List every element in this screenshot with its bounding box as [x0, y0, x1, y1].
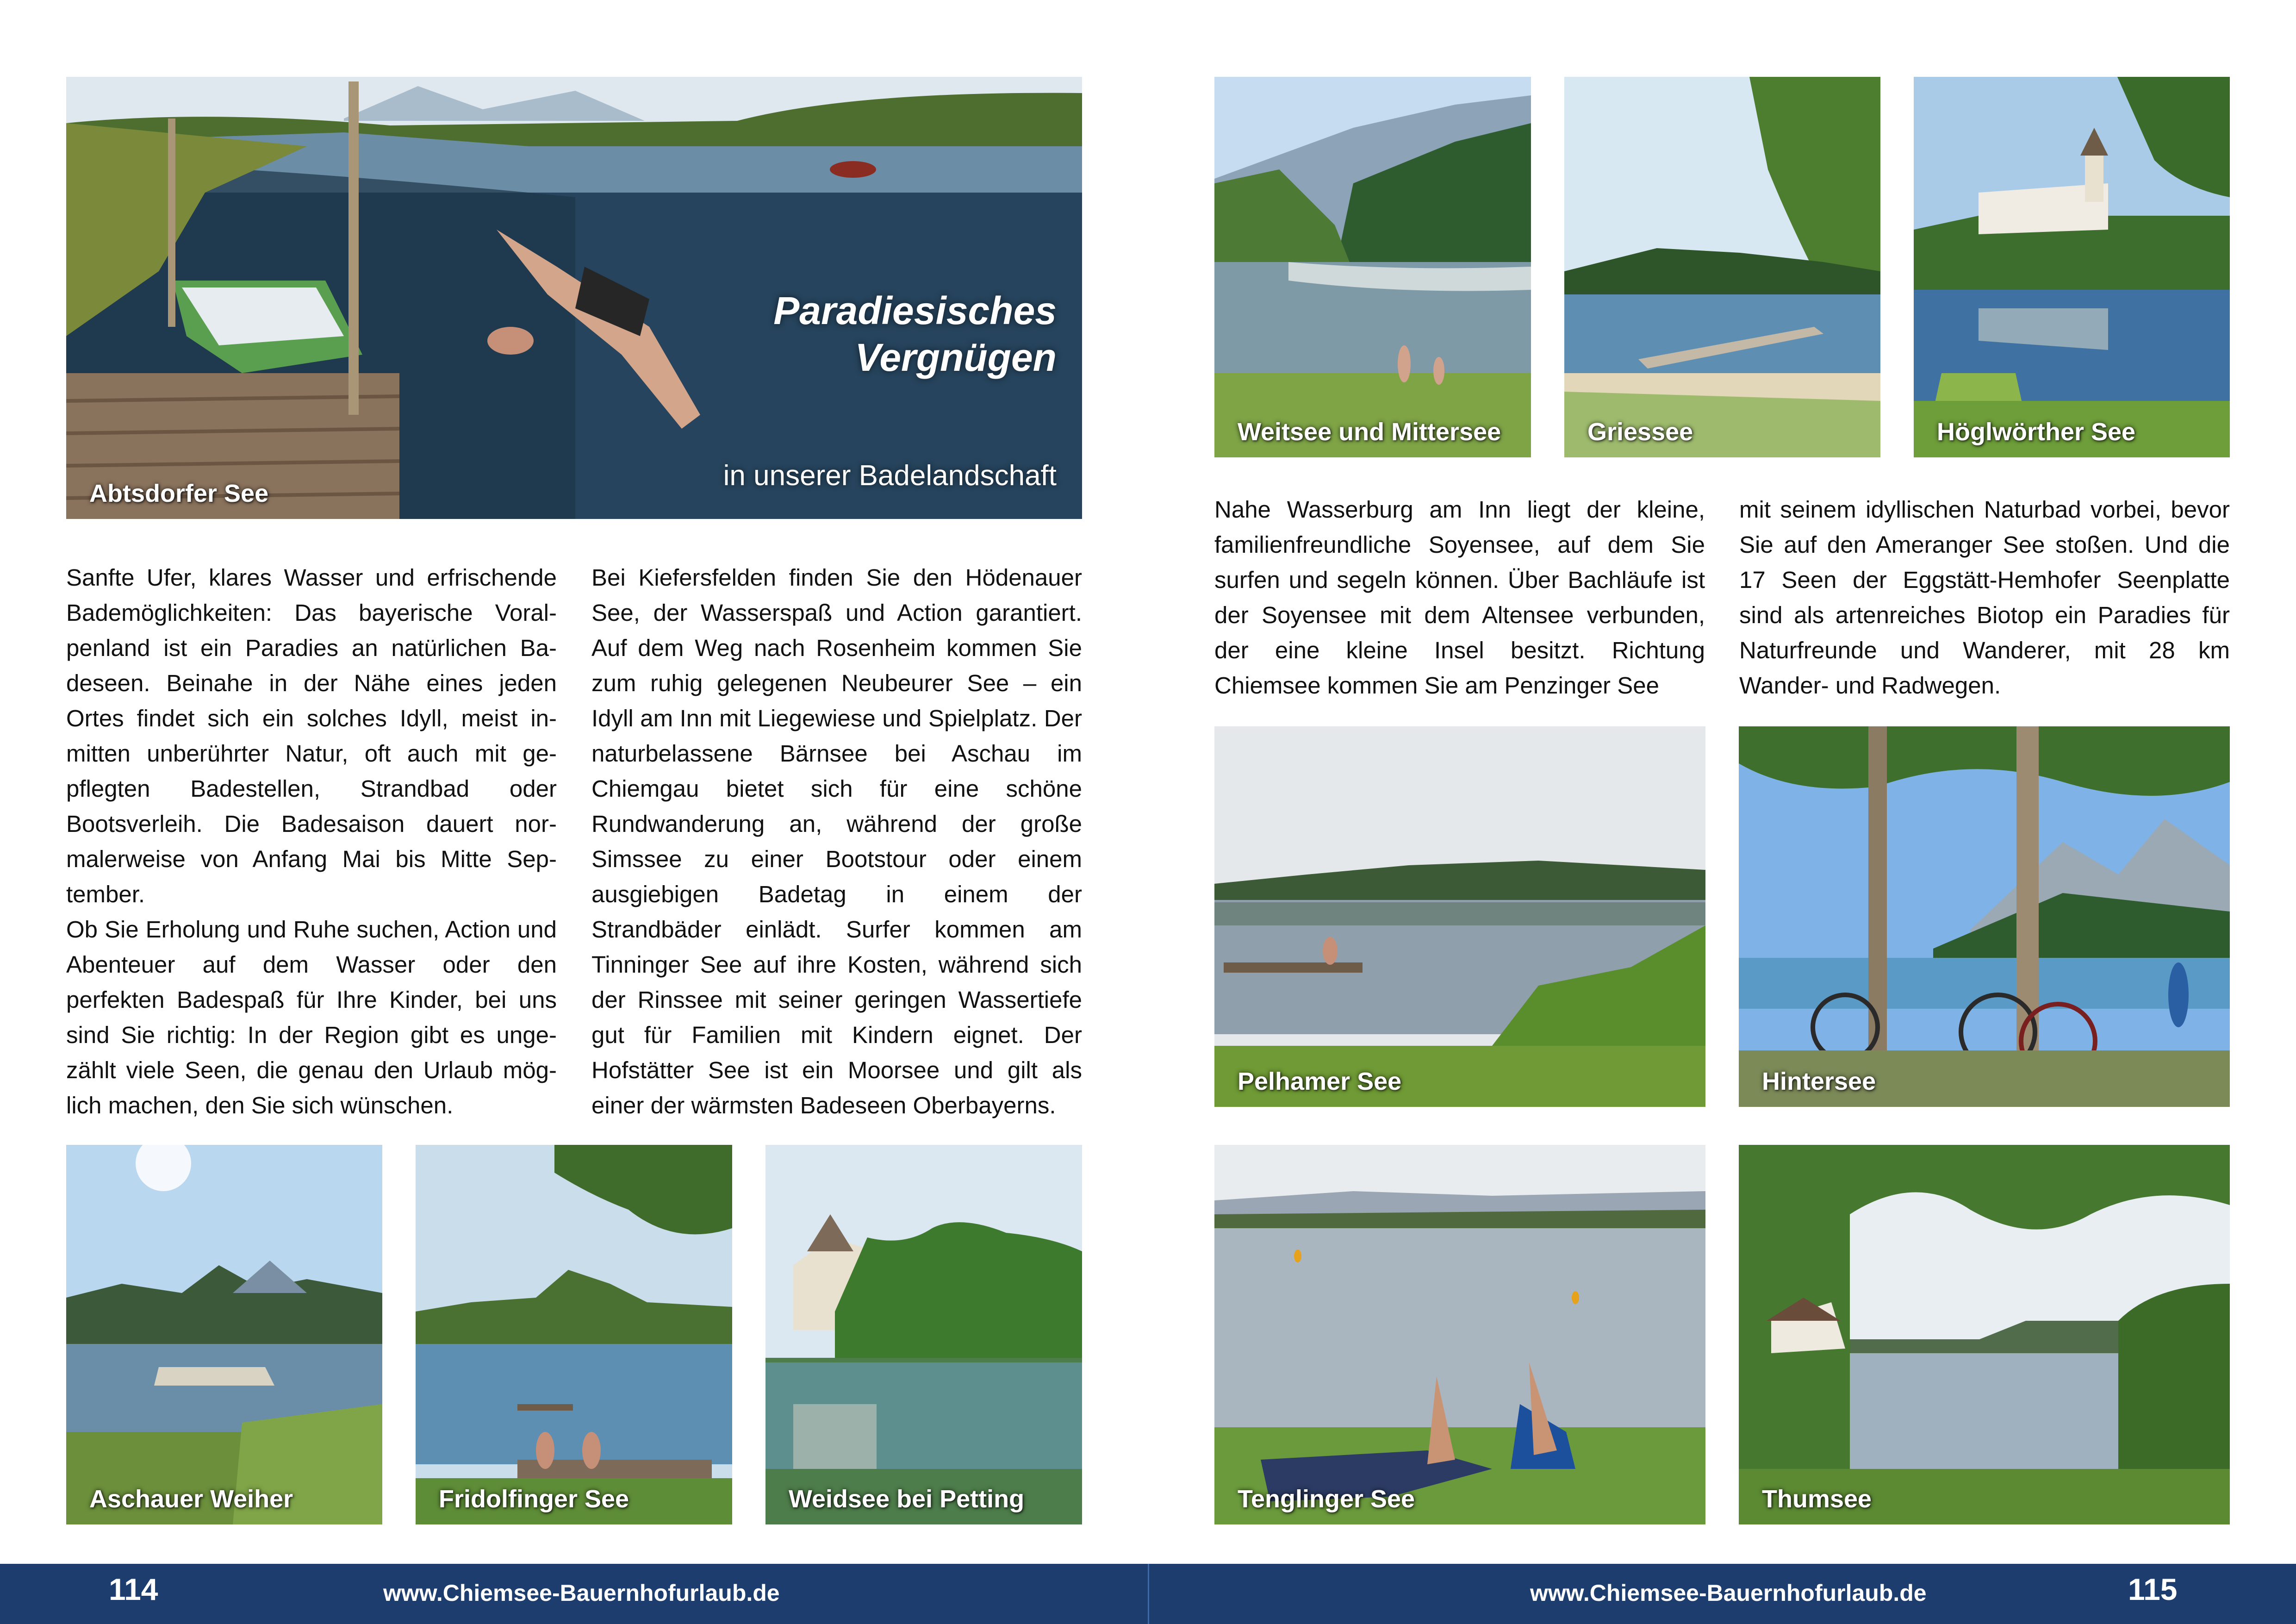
- tenglinger-see-image: [1214, 1145, 1705, 1524]
- caption-weitsee-und-mittersee: Weitsee und Mittersee: [1238, 418, 1501, 446]
- hero-caption: Abtsdorfer See: [89, 480, 269, 507]
- caption-thumsee: Thumsee: [1762, 1485, 1872, 1513]
- photo-pelhamer-see: [1214, 726, 1705, 1107]
- left-text-column-1: [66, 560, 557, 1123]
- caption-pelhamer-see: Pelhamer See: [1238, 1068, 1402, 1095]
- right-footer-link[interactable]: www.Chiemsee-Bauernhofurlaub.de: [1530, 1580, 1927, 1606]
- left-paragraph-3: Bei Kiefersfelden finden Sie den Hödenauer See, der Wasserspaß und Action garantiert. Auf dem Weg nach Rosenheim kommen Sie zum ruhig gelegenen Neubeurer See – ein Idyll am Inn mit Liegewiese und Spielplatz. Der naturbelassene Bärnsee bei Aschau im Chiemgau bietet sich für eine schöne Rundwanderung an, während der große Simssee zu einer Bootstour oder einem ausgiebigen Badetag in einem der Strandbäder einlädt. Surfer kommen am Tinninger See auf ihre Kosten, während sich der Rinssee mit seiner geringen Wassertiefe gut für Familien mit Kindern eignet. Der Hofstätter See ist ein Moorsee und gilt als einer der wärmsten Badeseen Oberbayerns.: [591, 564, 1082, 1118]
- footer-page-divider: [1148, 1564, 1149, 1624]
- hero-title-line1: Paradiesisches: [773, 289, 1057, 332]
- griessee-image: [1564, 77, 1880, 457]
- left-paragraph-1: Sanfte Ufer, klares Wasser und erfrischende Bademöglichkeiten: Das bayerische Voralpenland ist ein Paradies an natürlichen Badeseen. Beinahe in der Nähe eines jeden Ortes findet sich ein solches Idyll, meist inmitten unberührter Natur, oft auch mit gepflegten Badestellen, Strandbad oder Bootsverleih. Die Badesaison dauert normalerweise von Anfang Mai bis Mitte September.: [66, 564, 557, 907]
- caption-tenglinger-see: Tenglinger See: [1238, 1485, 1415, 1513]
- photo-fridolfinger-see: [416, 1145, 732, 1524]
- right-text-column-1: [1214, 492, 1705, 703]
- footer-bar: [0, 1564, 2296, 1624]
- photo-thumsee: [1739, 1145, 2230, 1524]
- caption-griessee: Griessee: [1587, 418, 1693, 446]
- photo-hintersee: [1739, 726, 2230, 1107]
- aschauer-weiher-image: [66, 1145, 382, 1524]
- left-footer-link[interactable]: www.Chiemsee-Bauernhofurlaub.de: [383, 1580, 780, 1606]
- thumsee-image: [1739, 1145, 2230, 1524]
- photo-weidsee-bei-petting: [765, 1145, 1082, 1524]
- hero-photo: [66, 77, 1082, 519]
- photo-hoeglwoerther-see: [1914, 77, 2230, 457]
- caption-hintersee: Hintersee: [1762, 1068, 1876, 1095]
- hero-title: [773, 287, 1057, 381]
- right-paragraph-1: Nahe Wasserburg am Inn liegt der kleine, familienfreundliche Soyensee, auf dem Sie surfen und segeln können. Über Bachläufe ist der Soyensee mit dem Altensee verbunden, der eine kleine Insel besitzt. Richtung Chiemsee kommen Sie am Penzinger See: [1214, 496, 1705, 699]
- photo-weitsee-und-mittersee: [1214, 77, 1531, 457]
- right-text-column-2: [1739, 492, 2230, 703]
- hintersee-image: [1739, 726, 2230, 1107]
- pelhamer-see-image: [1214, 726, 1705, 1107]
- right-page-number: 115: [2128, 1572, 2178, 1606]
- caption-fridolfinger-see: Fridolfinger See: [439, 1485, 629, 1513]
- left-paragraph-2: Ob Sie Erholung und Ruhe suchen, Action und Abenteuer auf dem Wasser oder den perfekten Badespaß für Ihre Kinder, bei uns sind Sie richtig: In der Region gibt es ungezählt viele Seen, die genau den Urlaub möglich machen, den Sie sich wünschen.: [66, 916, 557, 1118]
- photo-tenglinger-see: [1214, 1145, 1705, 1524]
- photo-griessee: [1564, 77, 1880, 457]
- hoeglwoerther-see-image: [1914, 77, 2230, 457]
- weidsee-bei-petting-image: [765, 1145, 1082, 1524]
- fridolfinger-see-image: [416, 1145, 732, 1524]
- left-page-number: 114: [109, 1572, 158, 1606]
- hero-title-line2: Vergnügen: [855, 335, 1057, 379]
- caption-aschauer-weiher: Aschauer Weiher: [89, 1485, 293, 1513]
- hero-subtitle: in unserer Badelandschaft: [723, 460, 1057, 492]
- weitsee-und-mittersee-image: [1214, 77, 1531, 457]
- caption-weidsee-bei-petting: Weidsee bei Petting: [789, 1485, 1025, 1513]
- photo-aschauer-weiher: [66, 1145, 382, 1524]
- left-text-column-2: [591, 560, 1082, 1123]
- caption-hoeglwoerther-see: Höglwörther See: [1937, 418, 2136, 446]
- right-paragraph-2: mit seinem idyllischen Naturbad vorbei, bevor Sie auf den Ameranger See stoßen. Und die 17 Seen der Eggstätt-Hemhofer Seenplatte sind als artenreiches Biotop ein Paradies für Naturfreunde und Wanderer, mit 28 km Wander- und Radwegen.: [1739, 496, 2230, 699]
